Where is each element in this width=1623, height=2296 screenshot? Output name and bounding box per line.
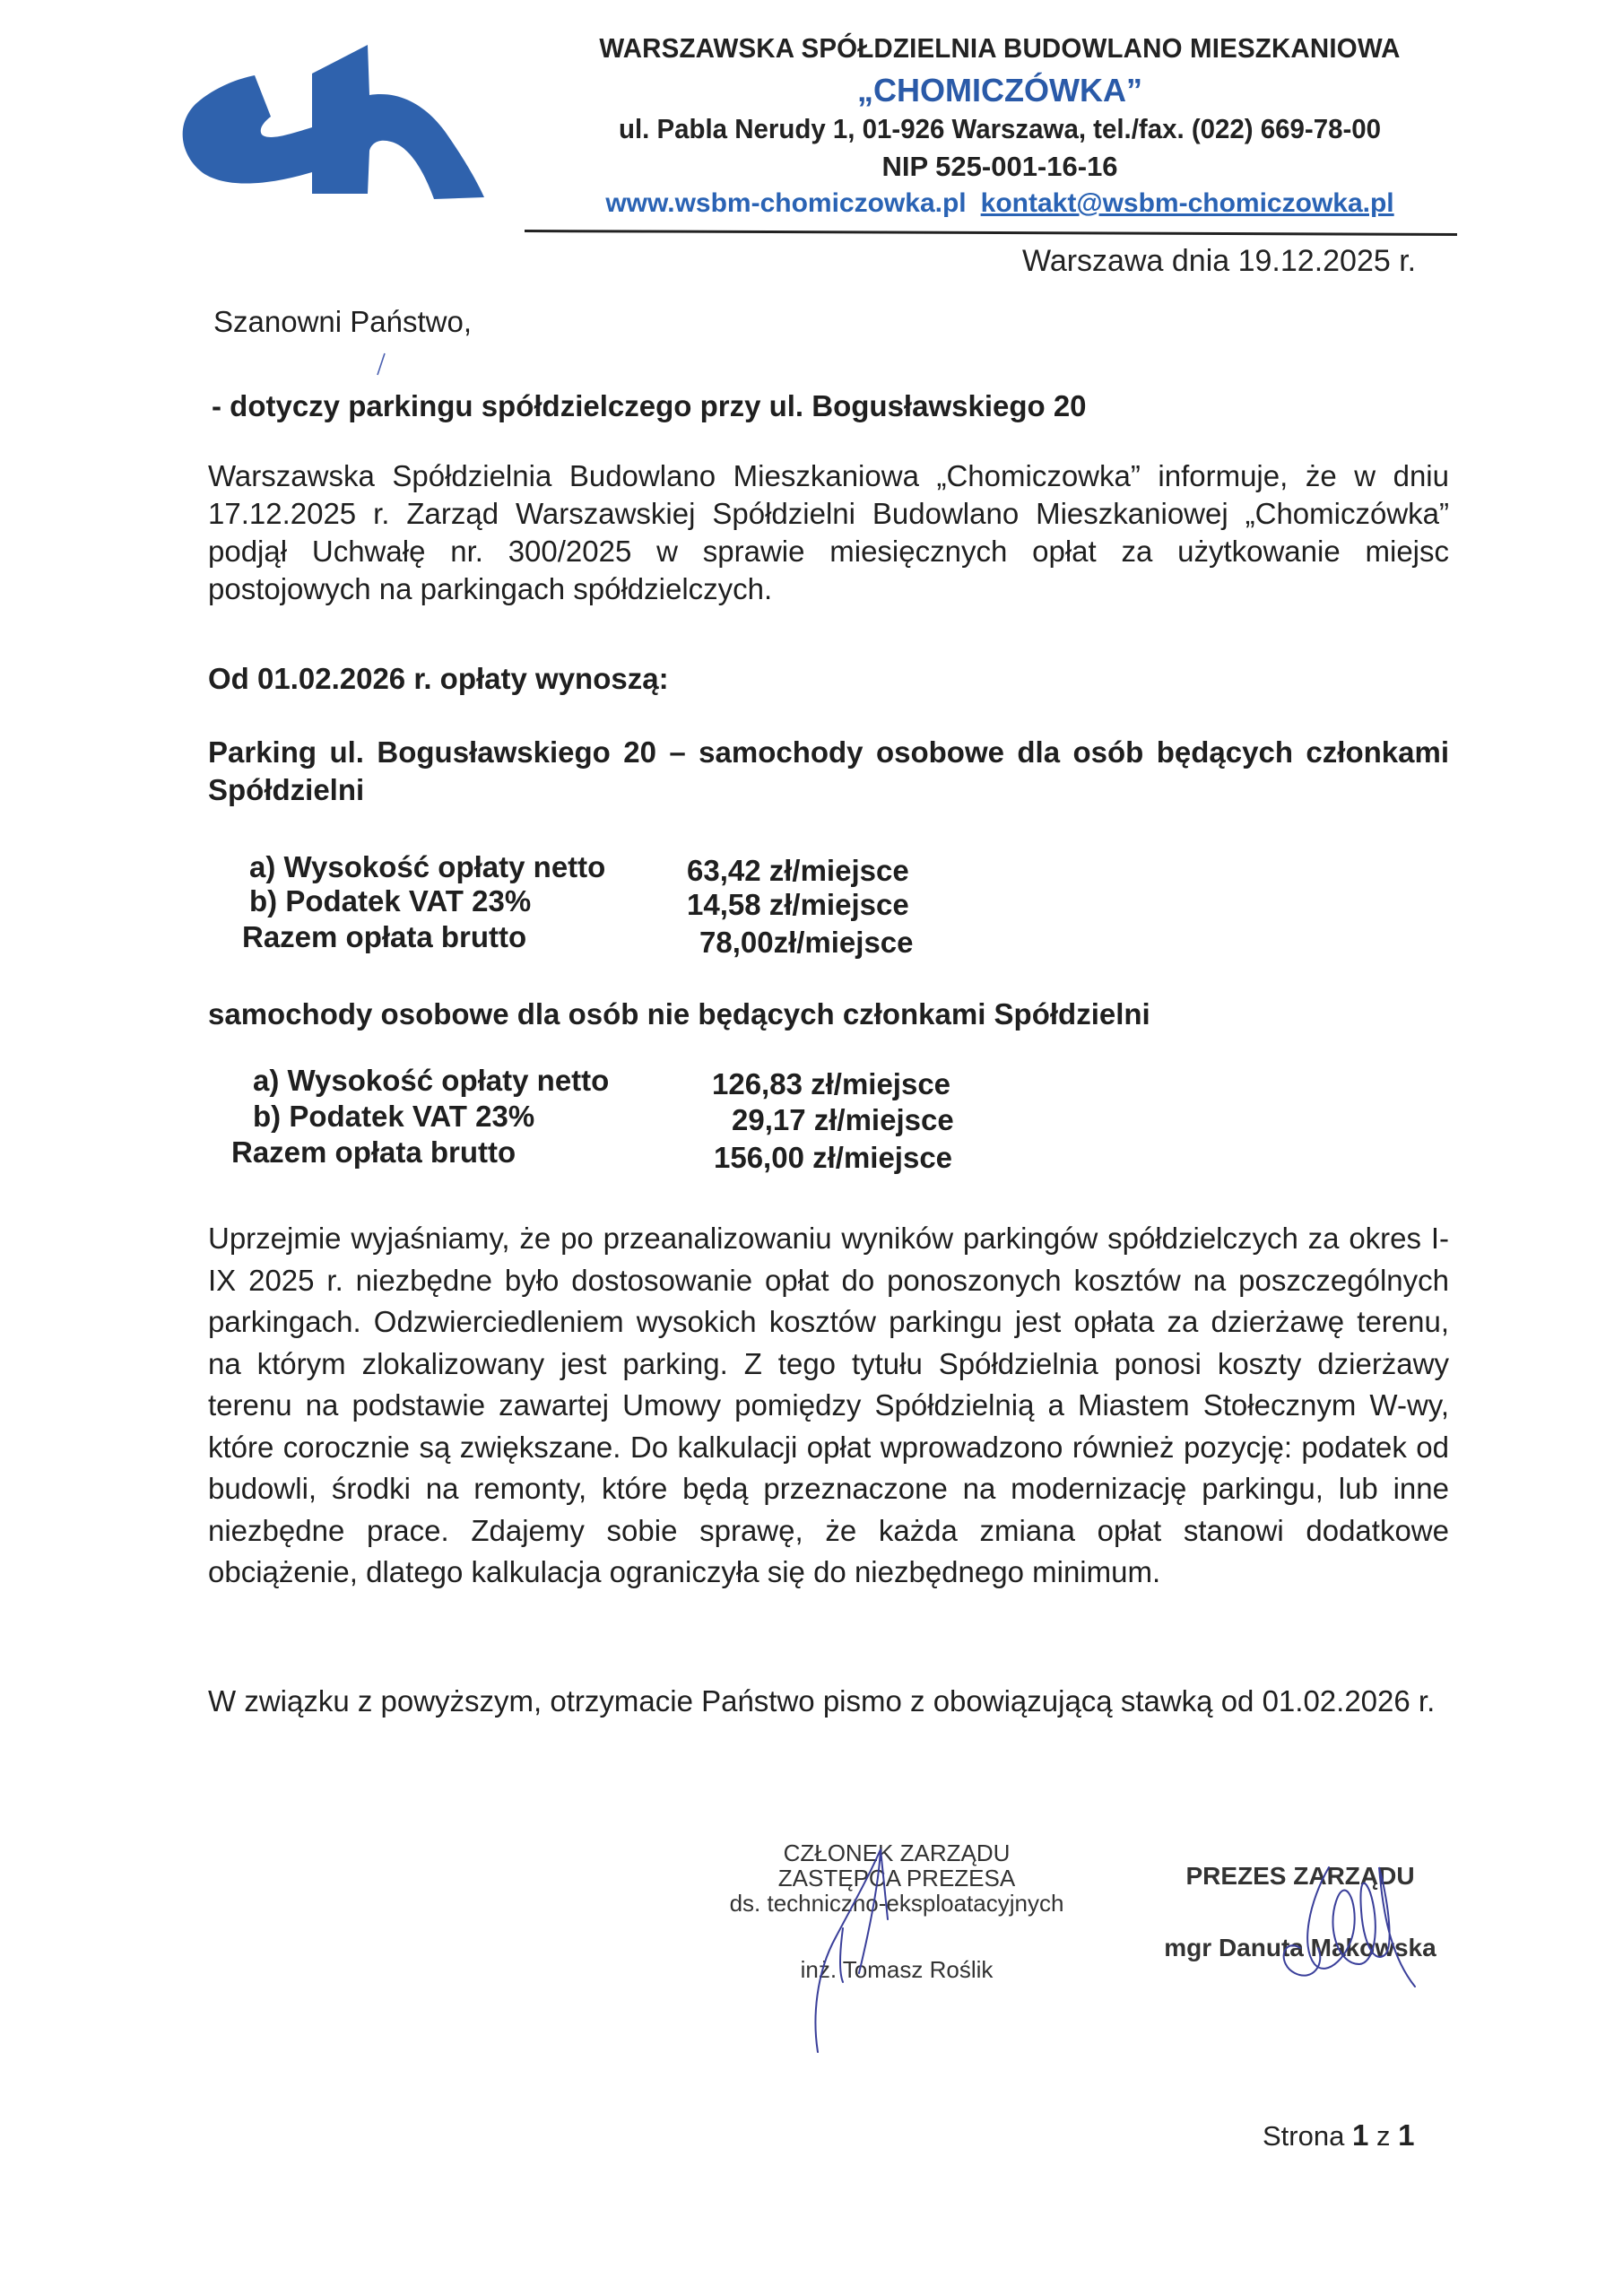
organization-short-name: „CHOMICZÓWKA”: [857, 72, 1142, 109]
fee-group-title-non-members: samochody osobowe dla osób nie będących członkami Spółdzielni: [208, 997, 1150, 1031]
signatory-role: ZASTĘPCA PREZESA: [777, 1865, 1016, 1892]
organization-nip: NIP 525-001-16-16: [881, 151, 1118, 182]
page-separator: z: [1376, 2120, 1391, 2152]
fee-value: 78,00zł/miejsce: [699, 926, 914, 959]
closing-paragraph: W związku z powyższym, otrzymacie Państwo pismo z obowiązującą stawką od 01.02.2026 r.: [208, 1684, 1436, 1718]
fee-group-title-members: Parking ul. Bogusławskiego 20 – samochody osobowe dla osób będących członkami Spółdzielni: [208, 735, 1449, 806]
email-link[interactable]: kontakt@wsbm-chomiczowka.pl: [980, 188, 1394, 218]
fee-label: Razem opłata brutto: [242, 920, 527, 953]
salutation: Szanowni Państwo,: [213, 305, 472, 338]
signature-block-board-member: [708, 1840, 1085, 1982]
signatory-title: PREZES ZARZĄDU: [1185, 1862, 1415, 1890]
organization-name: WARSZAWSKA SPÓŁDZIELNIA BUDOWLANO MIESZKANIOWA: [599, 32, 1401, 64]
signature-block-president: [1148, 1862, 1453, 1962]
letter-subject: - dotyczy parkingu spółdzielczego przy ul. Bogusławskiego 20: [212, 389, 1087, 422]
letter-date: Warszawa dnia 19.12.2025 r.: [1022, 244, 1417, 278]
ch-logo-icon: [169, 39, 509, 201]
explanation-paragraph: Uprzejmie wyjaśniamy, że po przeanalizowaniu wyników parkingów spółdzielczych za okres I-IX 2025 r. niezbędne było dostosowanie opłat do ponoszonych kosztów na poszczególnych parkingach. Odzwierciedleniem wysokich kosztów parkingu jest opłata za dzierżawę terenu, na którym zlokalizowany jest parking. Z tego tytułu Spółdzielnia ponosi koszty dzierżawy terenu na podstawie zawartej Umowy pomiędzy Spółdzielnią a Miastem Stołecznym W-wy, które corocznie są zwiększane. Do kalkulacji opłat wprowadzono również pozycję: podatek od budowli, środki na remonty, które będą przeznaczone na modernizację parkingu, lub inne niezbędne prace. Zdajemy sobie sprawę, że każda zmiana opłat stanowi dodatkowe obciążenie, dlatego kalkulacja ograniczyła się do niezbędnego minimum.: [208, 1222, 1449, 1588]
fee-value: 126,83 zł/miejsce: [712, 1067, 951, 1100]
fee-label: Razem opłata brutto: [231, 1135, 516, 1169]
page-number: [1263, 2118, 1414, 2152]
contact-links: [529, 188, 1471, 219]
fee-value: 63,42 zł/miejsce: [687, 854, 909, 887]
signatory-name: inż. Tomasz Roślik: [800, 1956, 994, 1983]
signatory-department: ds. techniczno-eksploatacyjnych: [729, 1890, 1064, 1917]
fee-value: 156,00 zł/miejsce: [714, 1141, 953, 1174]
fees-heading: Od 01.02.2026 r. opłaty wynoszą:: [208, 662, 669, 695]
pen-mark-icon: [375, 352, 387, 377]
fee-label: a) Wysokość opłaty netto: [253, 1064, 610, 1097]
signatory-title: CZŁONEK ZARZĄDU: [783, 1839, 1011, 1866]
page-total: 1: [1398, 2118, 1415, 2152]
fee-value: 29,17 zł/miejsce: [732, 1103, 954, 1136]
intro-paragraph: Warszawska Spółdzielnia Budowlano Mieszkaniowa „Chomiczowka” informuje, że w dniu 17.12.2025 r. Zarząd Warszawskiej Spółdzielni Budowlano Mieszkaniowej „Chomiczówka” podjął Uchwałę nr. 300/2025 w sprawie miesięcznych opłat za użytkowanie miejsc postojowych na parkingach spółdzielczych.: [208, 459, 1449, 605]
website-link[interactable]: www.wsbm-chomiczowka.pl: [605, 188, 967, 218]
header-divider: [525, 230, 1457, 236]
fee-label: b) Podatek VAT 23%: [253, 1100, 535, 1133]
page-prefix: Strona: [1263, 2120, 1345, 2152]
fee-label: b) Podatek VAT 23%: [249, 884, 532, 918]
fee-value: 14,58 zł/miejsce: [687, 888, 909, 921]
page-current: 1: [1351, 2118, 1369, 2152]
fee-label: a) Wysokość opłaty netto: [249, 850, 606, 883]
organization-address: ul. Pabla Nerudy 1, 01-926 Warszawa, tel./fax. (022) 669-78-00: [618, 113, 1382, 144]
signatory-name: mgr Danuta Makowska: [1164, 1934, 1436, 1961]
